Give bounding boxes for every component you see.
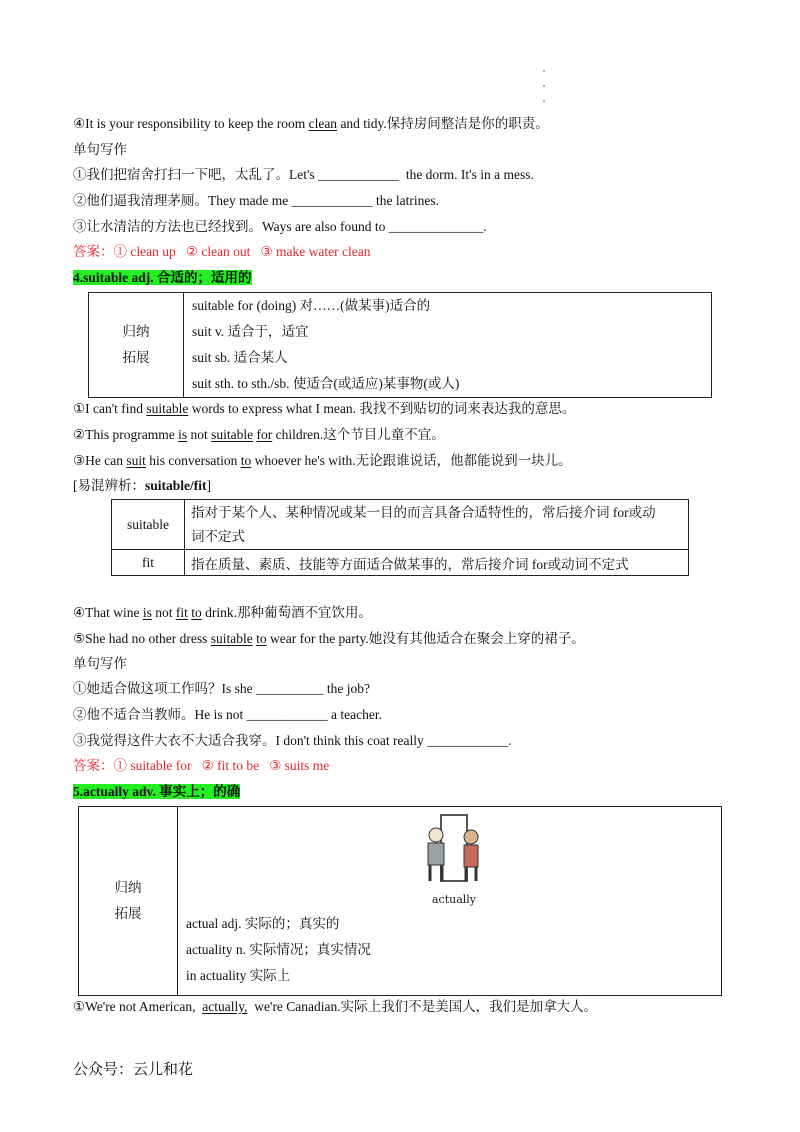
example-sentence: ⑤She had no other dress suitable to wear for the party.她没有其他适合在聚会上穿的裙子。 [73,631,585,646]
decorative-dots [543,70,549,110]
table-content: actually actual adj. 实际的；真实的 actuality n. 实际情况；真实情况 in actuality 实际上 [178,807,722,996]
exercise-heading: 单句写作 [73,656,127,671]
table-label: 归纳 拓展 [89,293,184,398]
footer-text: 公众号：云儿和花 [73,1060,194,1078]
comparison-word: fit [112,550,185,576]
answer-blank: ____________ [246,707,328,722]
comparison-word: suitable [112,500,185,550]
entry-heading: 4.suitable adj. 合适的；适用的 [73,270,252,285]
table-content: suitable for (doing) 对……(做某事)适合的 suit v. 适合于，适宜 suit sb. 适合某人 suit sth. to sth./sb. 使适合(或适应)某事物(或人) [184,293,712,398]
example-sentence: ①I can't find suitable words to express what I mean. 我找不到贴切的词来表达我的意思。 [73,401,576,416]
exercise-question: ②他们逼我清理茅厕。They made me ____________ the latrines. [73,193,439,208]
example-sentence: ①We're not American, actually, we're Canadian.实际上我们不是美国人，我们是加拿大人。 [73,999,598,1014]
exercise-question: ③我觉得这件大衣不大适合我穿。I don't think this coat really ____________. [73,733,512,748]
exercise-question: ③让水清洁的方法也已经找到。Ways are also found to ______________. [73,219,487,234]
comparison-desc: 指对于某个人、某种情况或某一目的而言具备合适特性的，常后接介词 for或动 词不定式 [185,500,689,550]
exercise-question: ②他不适合当教师。He is not ____________ a teacher. [73,707,382,722]
example-sentence: ④It is your responsibility to keep the room clean and tidy.保持房间整洁是你的职责。 [73,116,549,131]
answer-line: 答案：① suitable for ② fit to be ③ suits me [73,758,330,773]
answer-blank: ____________ [291,193,373,208]
exercise-question: ①她适合做这项工作吗？Is she __________ the job? [73,681,370,696]
underlined-word: clean [308,116,338,131]
actually-illustration [419,813,489,909]
comparison-desc: 指在质量、素质、技能等方面适合做某事的，常后接介词 for或动词不定式 [185,550,689,576]
table-label: 归纳 拓展 [79,807,178,996]
exercise-heading: 单句写作 [73,142,127,157]
answer-blank: __________ [256,681,324,696]
image-caption: actually [431,893,477,906]
example-sentence: ④That wine is not fit to drink.那种葡萄酒不宜饮用。 [73,605,373,620]
confusion-heading: [易混辨析：suitable/fit] [73,478,212,493]
answer-blank: ______________ [388,219,484,234]
answer-blank: ____________ [427,733,509,748]
summary-table [78,806,722,996]
answer-line: 答案：① clean up ② clean out ③ make water clean [73,244,371,259]
comparison-table [111,499,689,576]
entry-heading: 5.actually adv. 事实上；的确 [73,784,241,799]
summary-table [88,292,712,398]
example-sentence: ②This programme is not suitable for children.这个节目儿童不宜。 [73,427,445,442]
exercise-question: ①我们把宿舍打扫一下吧，太乱了。Let's ____________ the dorm. It's in a mess. [73,167,534,182]
example-sentence: ③He can suit his conversation to whoever he's with.无论跟谁说话，他都能说到一块儿。 [73,453,572,468]
answer-blank: ____________ [318,167,400,182]
